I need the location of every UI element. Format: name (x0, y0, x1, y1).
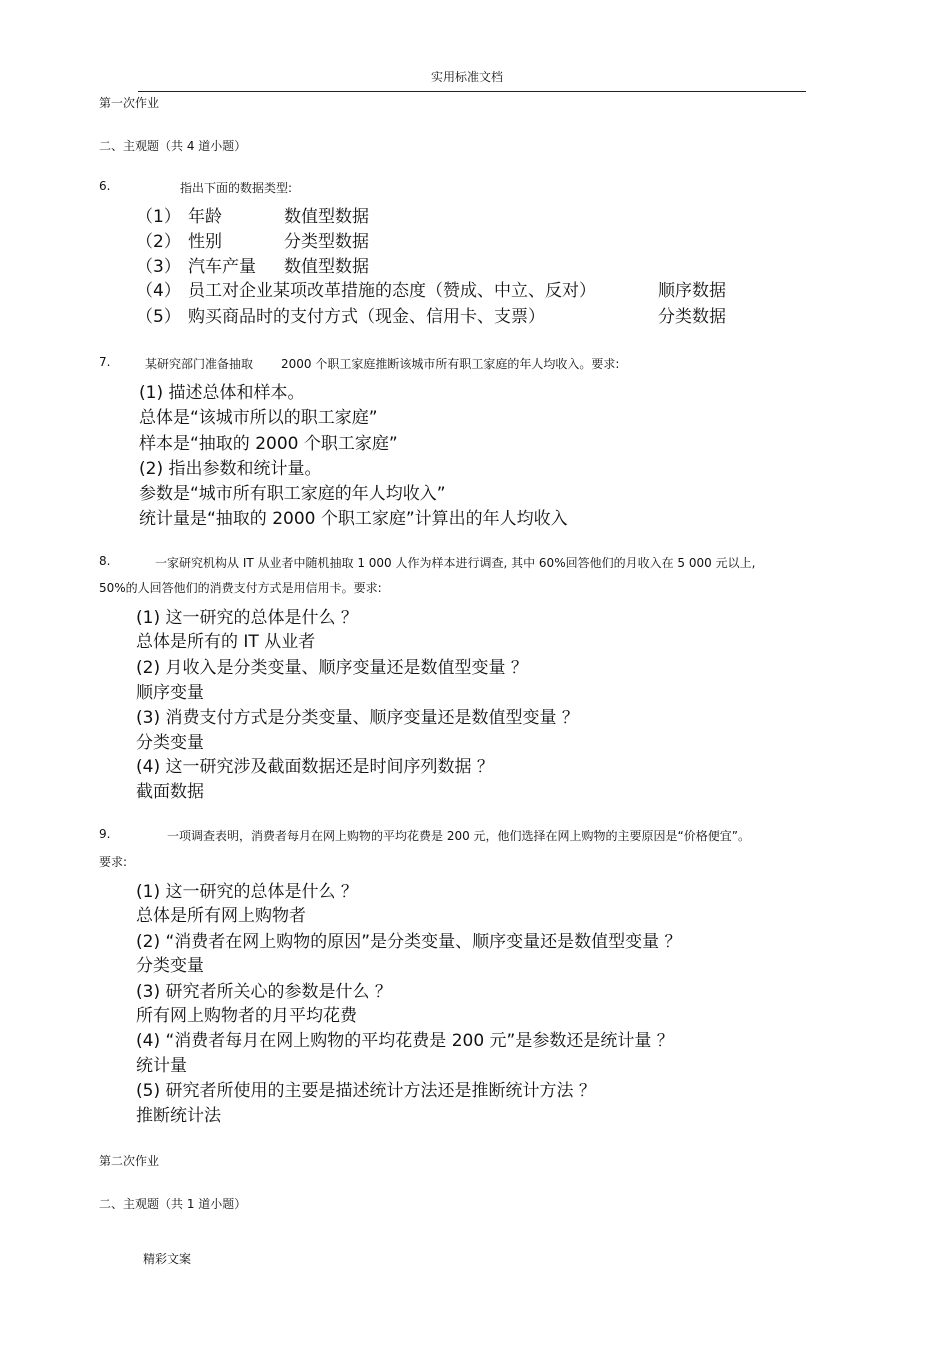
q8-line-6: 分类变量 (136, 733, 204, 753)
q7-number: 7. (99, 355, 111, 369)
q6-item-1-text: 年龄 (188, 207, 222, 227)
q6-item-5-answer: 分类数据 (658, 307, 726, 327)
q8-line-1: (1) 这一研究的总体是什么 ？ (136, 608, 358, 628)
homework-2-title: 第二次作业 (99, 1154, 160, 1168)
q8-line-8: 截面数据 (136, 782, 204, 802)
q6-number: 6. (99, 179, 111, 193)
q8-line-3: (2) 月收入是分类变量、顺序变量还是数值型变量 ？ (136, 658, 528, 678)
header-rule (138, 91, 806, 92)
q9-line-10: 推断统计法 (136, 1106, 221, 1126)
q7-prompt-part-2: 2000 个职工家庭推断该城市所有职工家庭的年人均收入。要求: (281, 357, 620, 371)
q6-item-3-index: （3） (136, 257, 181, 277)
q6-item-5-text: 购买商品时的支付方式（现金、信用卡、支票） (188, 307, 545, 327)
q9-line-7: (4) “消费者每月在网上购物的平均花费是 200 元”是参数还是统计量 ？ (136, 1031, 674, 1051)
q8-line-7: (4) 这一研究涉及截面数据还是时间序列数据 ？ (136, 757, 494, 777)
q9-line-6: 所有网上购物者的月平均花费 (136, 1006, 357, 1026)
q8-line-2: 总体是所有的 IT 从业者 (136, 632, 316, 652)
q6-item-1-index: （1） (136, 207, 181, 227)
q9-line-4: 分类变量 (136, 956, 204, 976)
q7-line-1: (1) 描述总体和样本。 (139, 383, 305, 403)
q7-prompt-part-1: 某研究部门准备抽取 (145, 357, 254, 371)
q7-line-4: (2) 指出参数和统计量。 (139, 459, 322, 479)
q6-item-4-text: 员工对企业某项改革措施的态度（赞成、中立、反对） (188, 281, 596, 301)
q8-line-4: 顺序变量 (136, 683, 204, 703)
q6-item-3-answer: 数值型数据 (284, 257, 369, 277)
q8-line-5: (3) 消费支付方式是分类变量、顺序变量还是数值型变量 ？ (136, 708, 579, 728)
homework-1-title: 第一次作业 (99, 96, 160, 110)
q8-prompt-line-2: 50%的人回答他们的消费支付方式是用信用卡。要求: (99, 581, 382, 595)
q9-line-1: (1) 这一研究的总体是什么 ？ (136, 882, 358, 902)
homework-1-section: 二、主观题（共 4 道小题） (99, 139, 247, 153)
q6-item-1-answer: 数值型数据 (284, 207, 369, 227)
q6-prompt: 指出下面的数据类型: (180, 181, 293, 195)
q7-line-2: 总体是“该城市所以的职工家庭” (139, 408, 378, 428)
q9-line-8: 统计量 (136, 1056, 187, 1076)
q6-item-2-answer: 分类型数据 (284, 232, 369, 252)
q9-line-2: 总体是所有网上购物者 (136, 906, 306, 926)
q6-item-5-index: （5） (136, 307, 181, 327)
q6-item-2-text: 性别 (188, 232, 222, 252)
q7-line-3: 样本是“抽取的 2000 个职工家庭” (139, 434, 398, 454)
q6-item-4-answer: 顺序数据 (658, 281, 726, 301)
q8-number: 8. (99, 554, 111, 568)
q8-prompt-line-1: 一家研究机构从 IT 从业者中随机抽取 1 000 人作为样本进行调查, 其中 60%回答他们的月收入在 5 000 元以上, (155, 556, 756, 570)
q6-item-2-index: （2） (136, 232, 181, 252)
q9-line-5: (3) 研究者所关心的参数是什么 ？ (136, 982, 392, 1002)
page-header-title: 实用标准文档 (431, 70, 504, 84)
q6-item-4-index: （4） (136, 281, 181, 301)
q9-prompt-line-1: 一项调查表明，消费者每月在网上购物的平均花费是 200 元，他们选择在网上购物的主要原因是“价格便宜”。 (167, 829, 750, 843)
q7-line-6: 统计量是“抽取的 2000 个职工家庭”计算出的年人均收入 (139, 509, 568, 529)
q9-number: 9. (99, 827, 111, 841)
q9-line-3: (2) “消费者在网上购物的原因”是分类变量、顺序变量还是数值型变量 ？ (136, 932, 682, 952)
q9-prompt-line-2: 要求: (99, 855, 128, 869)
q9-line-9: (5) 研究者所使用的主要是描述统计方法还是推断统计方法 ？ (136, 1081, 596, 1101)
q6-item-3-text: 汽车产量 (188, 257, 256, 277)
q7-line-5: 参数是“城市所有职工家庭的年人均收入” (139, 484, 446, 504)
homework-2-section: 二、主观题（共 1 道小题） (99, 1197, 247, 1211)
page-footer-text: 精彩文案 (143, 1252, 192, 1266)
